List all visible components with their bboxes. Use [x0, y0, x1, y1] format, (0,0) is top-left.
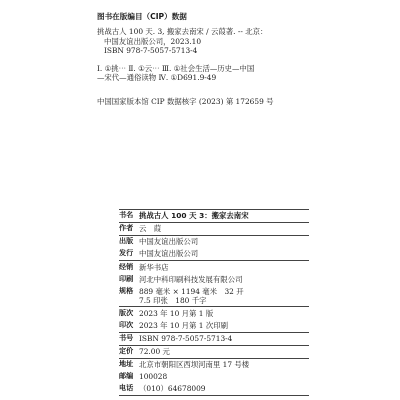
info-label: 经销	[119, 261, 134, 271]
info-row-format	[119, 285, 309, 307]
cip-classification-line: —宋代—通俗读物 Ⅳ. ①D691.9-49	[97, 73, 217, 83]
info-value: 2023 年 10 月第 1 版	[139, 308, 214, 318]
cip-title-line: 挑战古人 100 天. 3, 搬家去南宋 / 云葭著. -- 北京：	[97, 27, 268, 37]
info-row-distributor	[119, 248, 309, 261]
info-row-postcode	[119, 371, 309, 383]
info-value: 100028	[139, 372, 168, 382]
cip-registry-number: 中国国家版本馆 CIP 数据核字 (2023) 第 172659 号	[97, 97, 274, 106]
info-value: （010）64678009	[139, 384, 206, 394]
info-label: 邮编	[119, 371, 134, 381]
info-row-title	[119, 210, 309, 223]
cip-bibliographic-block	[97, 27, 337, 55]
cip-subject-line: Ⅰ. ①挑⋯ Ⅱ. ①云⋯ Ⅲ. ①社会生活—历史—中国	[97, 64, 255, 74]
info-row-publisher	[119, 236, 309, 248]
cip-isbn-line: ISBN 978-7-5057-5713-4	[104, 45, 198, 55]
info-label: 出版	[119, 236, 134, 246]
cip-publisher-line: 中国友谊出版公司，2023.10	[104, 36, 202, 46]
info-label: 版次	[119, 307, 134, 317]
info-value: 新华书店	[139, 262, 169, 272]
info-label: 电话	[119, 383, 134, 393]
info-row-author	[119, 223, 309, 236]
info-value: 河北中科印刷科技发展有限公司	[139, 274, 243, 284]
info-label: 发行	[119, 248, 134, 258]
info-value: 中国友谊出版公司	[139, 249, 199, 259]
publication-info-table	[119, 209, 309, 396]
info-row-address	[119, 359, 309, 371]
info-label: 地址	[119, 358, 134, 368]
info-label: 书号	[119, 332, 134, 342]
info-value: ISBN 978-7-5057-5713-4	[139, 333, 233, 343]
cip-subject-block	[97, 64, 337, 83]
info-value: 中国友谊出版公司	[139, 237, 199, 247]
info-row-phone	[119, 383, 309, 396]
info-format-size: 889 毫米 × 1194 毫米 32 开	[139, 286, 244, 296]
cip-heading: 图书在版编目（CIP）数据	[97, 12, 187, 21]
info-row-edition	[119, 307, 309, 319]
info-label: 作者	[119, 223, 134, 233]
info-label: 书名	[119, 210, 134, 220]
info-format-sheets: 7.5 印张 180 千字	[139, 295, 207, 305]
info-label: 定价	[119, 345, 134, 355]
info-label: 规格	[119, 285, 134, 295]
info-row-printer	[119, 273, 309, 285]
info-value: 北京市朝阳区西坝河南里 17 号楼	[139, 359, 250, 369]
info-value: 挑战古人 100 天 3：搬家去南宋	[139, 211, 249, 221]
info-row-seller	[119, 261, 309, 273]
info-row-price	[119, 346, 309, 359]
info-value: 云 葭	[139, 224, 162, 234]
info-label: 印刷	[119, 273, 134, 283]
info-value: 2023 年 10 月第 1 次印刷	[139, 320, 229, 330]
info-row-isbn	[119, 333, 309, 346]
cip-section	[97, 12, 337, 88]
info-value: 72.00 元	[139, 346, 170, 356]
info-label: 印次	[119, 319, 134, 329]
info-row-printing	[119, 320, 309, 333]
